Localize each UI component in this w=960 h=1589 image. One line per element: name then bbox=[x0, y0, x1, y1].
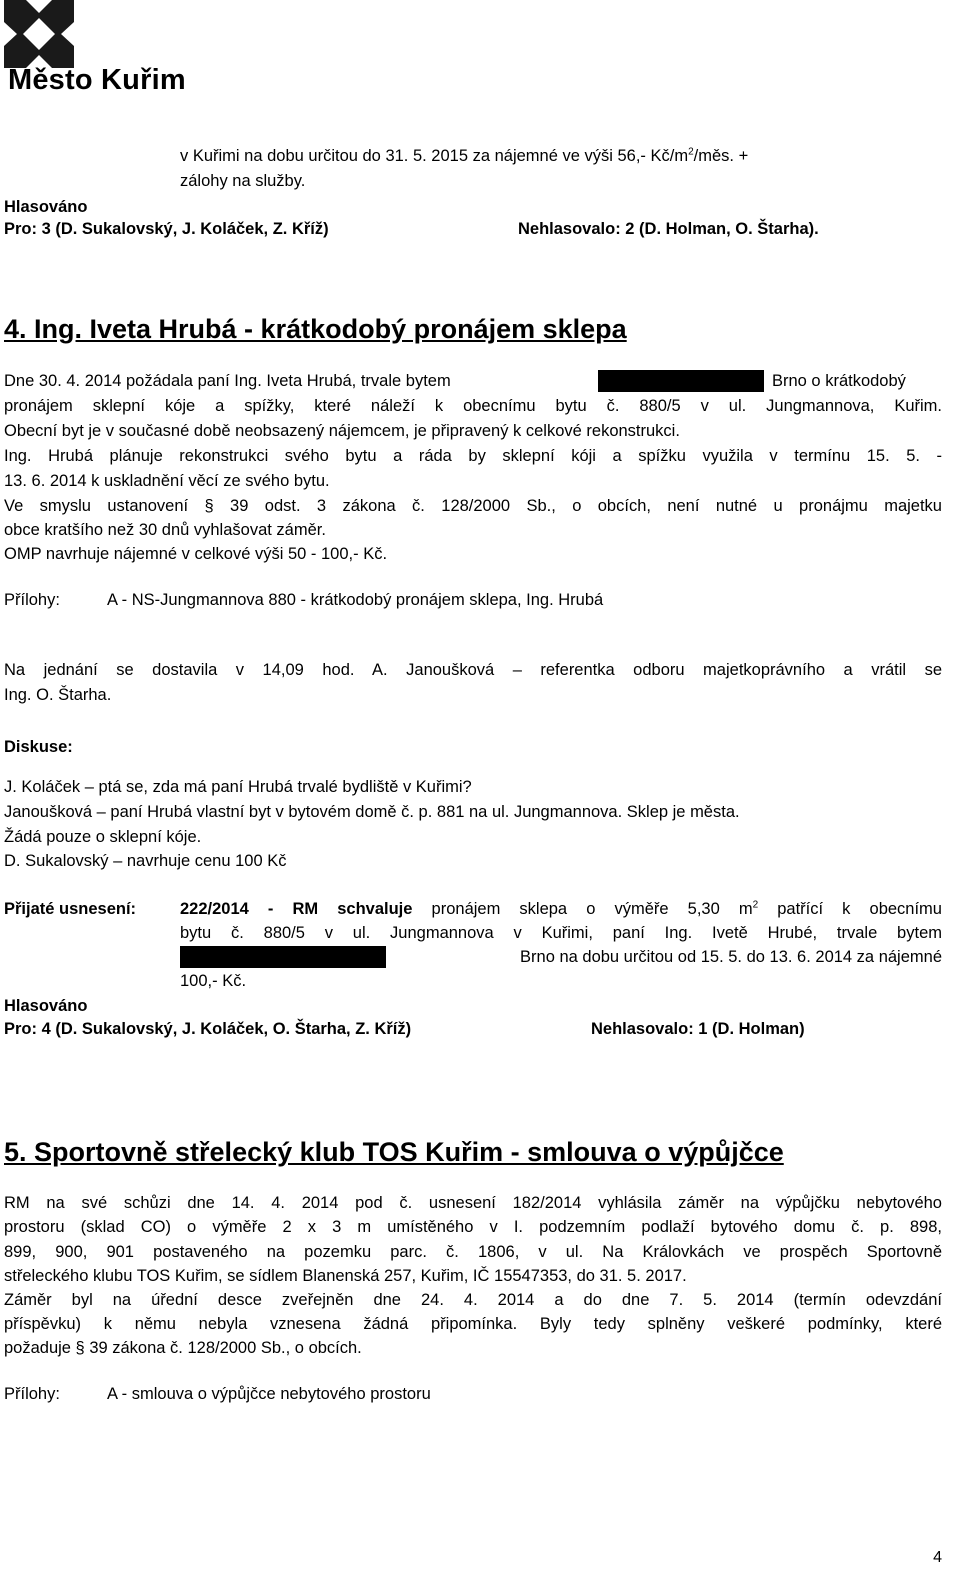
s4-text: Na jednání se dostavila v 14,09 hod. A. Janoušková – referentka odboru majetkoprávního a vrátil se bbox=[4, 661, 942, 679]
s5-text: Záměr byl na úřední desce zveřejněn dne 24. 4. 2014 a do dne 7. 5. 2014 (termín odevzdání bbox=[4, 1291, 942, 1309]
prev-line-1: v Kuřimi na dobu určitou do 31. 5. 2015 za nájemné ve výši 56,- $Kč/m^2$/měs. + bbox=[180, 146, 749, 165]
prev-line-2: zálohy na služby. bbox=[180, 172, 306, 190]
attachments-label: Přílohy: bbox=[4, 1385, 60, 1403]
s4-text: Obecní byt je v současné době neobsazený nájemcem, je připravený k celkové rekonstrukci. bbox=[4, 422, 680, 440]
discussion-item: D. Sukalovský – navrhuje cenu 100 Kč bbox=[4, 852, 287, 870]
s4-text: obce kratšího než 30 dnů vyhlašovat záměr. bbox=[4, 521, 326, 539]
attachments-label: Přílohy: bbox=[4, 591, 60, 609]
section-5-title: 5. Sportovně střelecký klub TOS Kuřim - smlouva o výpůjčce bbox=[4, 1137, 784, 1167]
resolution-label: Přijaté usnesení: bbox=[4, 900, 137, 918]
s5-text: příspěvku) k němu nebyla vznesena žádná připomínka. Byly tedy splněny veškeré podmínky, které bbox=[4, 1315, 942, 1333]
attachment-link[interactable]: A - smlouva o výpůjčce nebytového prostoru bbox=[107, 1385, 431, 1403]
redaction-box bbox=[180, 946, 386, 968]
redaction-box bbox=[598, 370, 764, 392]
s5-text: požaduje § 39 zákona č. 128/2000 Sb., o obcích. bbox=[4, 1339, 362, 1357]
discussion-item: Janoušková – paní Hrubá vlastní byt v bytovém domě č. p. 881 na ul. Jungmannova. Sklep je města. bbox=[4, 803, 740, 821]
discussion-label: Diskuse: bbox=[4, 738, 73, 756]
attachment-link[interactable]: A - NS-Jungmannova 880 - krátkodobý pronájem sklepa, Ing. Hrubá bbox=[107, 591, 604, 609]
s4-text: 13. 6. 2014 k uskladnění věcí ze svého bytu. bbox=[4, 472, 330, 490]
resolution-line: Brno na dobu určitou od 15. 5. do 13. 6. 2014 za nájemné bbox=[520, 948, 942, 966]
resolution-line: 222/2014 - RM schvaluje pronájem sklepa o výměře 5,30 $m^2$ patřící k obecnímu bbox=[180, 899, 942, 918]
s5-text: 899, 900, 901 postaveného na pozemku parc. č. 1806, v ul. Na Královkách ve prospěch Sportovně bbox=[4, 1243, 942, 1261]
s4-text: Ing. O. Štarha. bbox=[4, 686, 112, 704]
discussion-item: J. Koláček – ptá se, zda má paní Hrubá trvalé bydliště v Kuřimi? bbox=[4, 778, 472, 796]
resolution-line: 100,- Kč. bbox=[180, 972, 247, 990]
s4-text: Ve smyslu ustanovení § 39 odst. 3 zákona č. 128/2000 Sb., o obcích, není nutné u pronájmu majetku bbox=[4, 497, 942, 515]
abstain-votes: Nehlasovalo: 1 (D. Holman) bbox=[591, 1020, 805, 1038]
s5-text: RM na své schůzi dne 14. 4. 2014 pod č. usnesení 182/2014 vyhlásila záměr na výpůjčku nebytového bbox=[4, 1194, 942, 1212]
s5-text: střeleckého klubu TOS Kuřim, se sídlem Blanenská 257, Kuřim, IČ 15547353, do 31. 5. 2017. bbox=[4, 1267, 687, 1285]
page-number: 4 bbox=[933, 1549, 942, 1566]
s4-text: Dne 30. 4. 2014 požádala paní Ing. Iveta Hrubá, trvale bytem bbox=[4, 372, 451, 390]
city-x-logo-icon bbox=[4, 0, 74, 68]
prev-abstain-votes: Nehlasovalo: 2 (D. Holman, O. Štarha). bbox=[518, 220, 819, 238]
s4-text: Brno o krátkodobý bbox=[772, 372, 906, 390]
s4-text: OMP navrhuje nájemné v celkové výši 50 - 100,- Kč. bbox=[4, 545, 388, 563]
s4-text: pronájem sklepní kóje a spížky, které náleží k obecnímu bytu č. 880/5 v ul. Jungmannova, Kuřim. bbox=[4, 397, 942, 415]
s5-text: prostoru (sklad CO) o výměře 2 x 3 m umístěného v I. podzemním podlaží bytového domu č. p. 898, bbox=[4, 1218, 942, 1236]
prev-voted-label: Hlasováno bbox=[4, 198, 88, 216]
pro-votes: Pro: 4 (D. Sukalovský, J. Koláček, O. Štarha, Z. Kříž) bbox=[4, 1020, 412, 1038]
s4-text: Ing. Hrubá plánuje rekonstrukci svého bytu a ráda by sklepní kóji a spížku využila v termínu 15. 5. - bbox=[4, 447, 942, 465]
resolution-line: bytu č. 880/5 v ul. Jungmannova v Kuřimi, paní Ing. Ivetě Hrubé, trvale bytem bbox=[180, 924, 942, 942]
section-4-title: 4. Ing. Iveta Hrubá - krátkodobý pronájem sklepa bbox=[4, 314, 627, 344]
voted-label: Hlasováno bbox=[4, 997, 88, 1015]
discussion-item: Žádá pouze o sklepní kóje. bbox=[4, 828, 202, 846]
logo-text: Město Kuřim bbox=[8, 64, 186, 96]
prev-pro-votes: Pro: 3 (D. Sukalovský, J. Koláček, Z. Kříž) bbox=[4, 220, 329, 238]
